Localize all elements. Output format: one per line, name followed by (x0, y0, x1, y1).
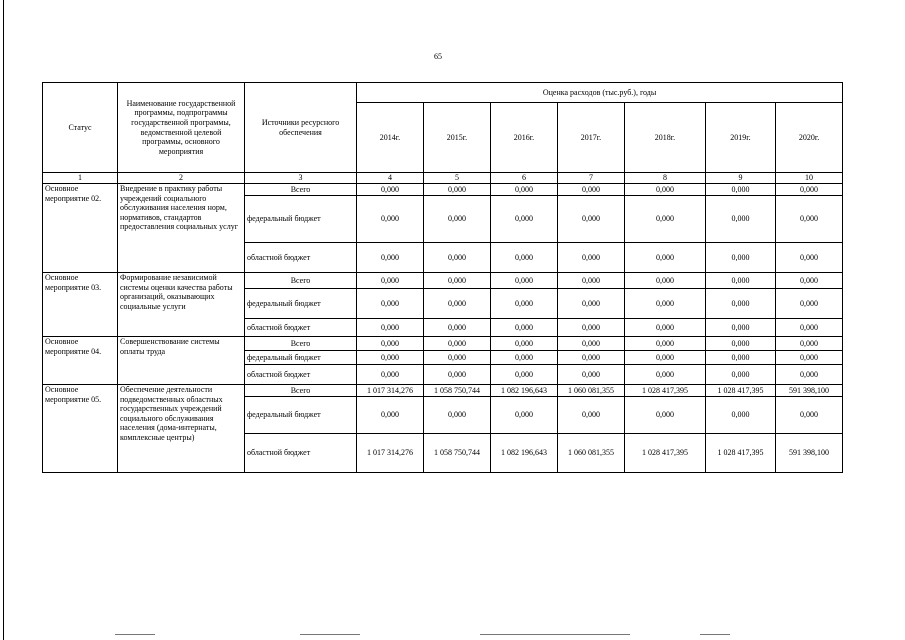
row-value: 1 028 417,395 (625, 385, 706, 397)
row-value: 0,000 (625, 273, 706, 289)
scan-artifact (700, 634, 730, 635)
column-index: 9 (706, 173, 776, 184)
row-value: 0,000 (424, 337, 491, 351)
header-estimate: Оценка расходов (тыс.руб.), годы (357, 83, 843, 103)
row-value: 0,000 (424, 397, 491, 434)
row-value: 0,000 (491, 289, 558, 319)
row-value: 1 060 081,355 (558, 385, 625, 397)
row-value: 0,000 (625, 184, 706, 196)
row-value: 0,000 (706, 351, 776, 365)
row-status: Основное мероприятие 02. (43, 184, 118, 273)
table-row (43, 273, 843, 289)
row-value: 1 028 417,395 (625, 434, 706, 473)
row-value: 0,000 (776, 243, 843, 273)
row-status: Основное мероприятие 05. (43, 385, 118, 473)
row-value: 0,000 (776, 273, 843, 289)
row-value: 0,000 (357, 289, 424, 319)
row-value: 591 398,100 (776, 434, 843, 473)
header-year: 2018г. (625, 103, 706, 173)
row-value: 1 058 750,744 (424, 434, 491, 473)
page-number: 65 (434, 52, 442, 61)
row-value: 0,000 (357, 365, 424, 385)
row-status: Основное мероприятие 03. (43, 273, 118, 337)
row-value: 0,000 (625, 337, 706, 351)
row-value: 0,000 (706, 273, 776, 289)
row-value: 0,000 (491, 351, 558, 365)
row-value: 0,000 (491, 365, 558, 385)
row-value: 0,000 (491, 243, 558, 273)
header-year: 2017г. (558, 103, 625, 173)
row-value: 0,000 (357, 351, 424, 365)
row-value: 0,000 (625, 319, 706, 337)
row-value: 0,000 (776, 365, 843, 385)
row-value: 0,000 (424, 243, 491, 273)
column-index: 7 (558, 173, 625, 184)
row-value: 0,000 (424, 273, 491, 289)
row-value: 0,000 (357, 337, 424, 351)
header-sources: Источники ресурсного обеспечения (245, 83, 357, 173)
row-source: федеральный бюджет (245, 351, 357, 365)
row-value: 0,000 (706, 365, 776, 385)
column-index: 6 (491, 173, 558, 184)
row-value: 0,000 (491, 196, 558, 243)
row-value: 0,000 (625, 397, 706, 434)
left-page-edge (3, 0, 4, 640)
row-value: 0,000 (491, 337, 558, 351)
row-value: 0,000 (424, 196, 491, 243)
row-value: 1 017 314,276 (357, 434, 424, 473)
scan-artifact (300, 634, 360, 635)
row-source: федеральный бюджет (245, 196, 357, 243)
row-value: 0,000 (776, 397, 843, 434)
row-value: 0,000 (776, 196, 843, 243)
row-value: 1 017 314,276 (357, 385, 424, 397)
row-value: 1 028 417,395 (706, 434, 776, 473)
scan-artifact (115, 634, 155, 635)
table-row (43, 385, 843, 397)
column-index: 8 (625, 173, 706, 184)
row-value: 0,000 (558, 337, 625, 351)
row-value: 0,000 (625, 351, 706, 365)
row-value: 0,000 (625, 289, 706, 319)
row-status: Основное мероприятие 04. (43, 337, 118, 385)
row-name: Совершенствование системы оплаты труда (118, 337, 245, 385)
row-value: 0,000 (706, 184, 776, 196)
row-value: 0,000 (776, 289, 843, 319)
row-source: Всего (245, 385, 357, 397)
row-value: 0,000 (625, 196, 706, 243)
row-value: 0,000 (424, 184, 491, 196)
row-source: областной бюджет (245, 243, 357, 273)
row-value: 0,000 (625, 365, 706, 385)
row-value: 0,000 (706, 319, 776, 337)
header-year: 2014г. (357, 103, 424, 173)
row-value: 0,000 (357, 397, 424, 434)
scan-artifact (480, 634, 630, 635)
row-source: Всего (245, 337, 357, 351)
row-value: 0,000 (491, 184, 558, 196)
expenditure-table (42, 82, 843, 473)
row-value: 1 082 196,643 (491, 385, 558, 397)
row-source: областной бюджет (245, 319, 357, 337)
row-value: 0,000 (776, 337, 843, 351)
row-value: 0,000 (558, 289, 625, 319)
row-value: 0,000 (776, 351, 843, 365)
row-value: 0,000 (491, 273, 558, 289)
row-value: 0,000 (357, 319, 424, 337)
row-source: областной бюджет (245, 434, 357, 473)
row-value: 0,000 (706, 196, 776, 243)
row-value: 0,000 (424, 351, 491, 365)
row-value: 0,000 (558, 184, 625, 196)
row-value: 1 060 081,355 (558, 434, 625, 473)
row-source: федеральный бюджет (245, 289, 357, 319)
row-value: 0,000 (357, 196, 424, 243)
row-name: Формирование независимой системы оценки качества работы организаций, оказывающих социальные услуги (118, 273, 245, 337)
header-status: Статус (43, 83, 118, 173)
row-source: Всего (245, 273, 357, 289)
row-value: 0,000 (357, 273, 424, 289)
row-value: 0,000 (424, 319, 491, 337)
row-value: 1 028 417,395 (706, 385, 776, 397)
row-value: 0,000 (558, 365, 625, 385)
row-value: 0,000 (625, 243, 706, 273)
row-value: 0,000 (424, 365, 491, 385)
row-value: 0,000 (706, 289, 776, 319)
row-value: 0,000 (357, 184, 424, 196)
row-value: 0,000 (491, 397, 558, 434)
table-row (43, 337, 843, 351)
row-value: 0,000 (706, 243, 776, 273)
header-year: 2019г. (706, 103, 776, 173)
row-value: 0,000 (706, 337, 776, 351)
table-body (43, 184, 843, 473)
row-value: 0,000 (776, 184, 843, 196)
column-index: 10 (776, 173, 843, 184)
column-index: 1 (43, 173, 118, 184)
row-value: 0,000 (424, 289, 491, 319)
column-index: 5 (424, 173, 491, 184)
row-value: 0,000 (776, 319, 843, 337)
header-name: Наименование государственной программы, подпрограммы государственной программы, ведомственной целевой программы, основного мероприятия (118, 83, 245, 173)
row-source: федеральный бюджет (245, 397, 357, 434)
table-row (43, 184, 843, 196)
row-value: 1 058 750,744 (424, 385, 491, 397)
column-index: 3 (245, 173, 357, 184)
row-value: 0,000 (357, 243, 424, 273)
column-index-row (43, 173, 843, 184)
row-value: 0,000 (558, 351, 625, 365)
row-value: 0,000 (558, 273, 625, 289)
header-year: 2020г. (776, 103, 843, 173)
row-value: 0,000 (558, 196, 625, 243)
row-value: 0,000 (558, 319, 625, 337)
row-value: 0,000 (558, 243, 625, 273)
row-value: 0,000 (706, 397, 776, 434)
row-value: 1 082 196,643 (491, 434, 558, 473)
row-name: Обеспечение деятельности подведомственных областных государственных учреждений социального обслуживания населения (дома-интернаты, комплексные центры) (118, 385, 245, 473)
row-value: 0,000 (491, 319, 558, 337)
row-value: 0,000 (558, 397, 625, 434)
header-year: 2015г. (424, 103, 491, 173)
row-name: Внедрение в практику работы учреждений социального обслуживания населения норм, нормативов, стандартов предоставления социальных услуг (118, 184, 245, 273)
column-index: 4 (357, 173, 424, 184)
row-source: Всего (245, 184, 357, 196)
column-index: 2 (118, 173, 245, 184)
row-value: 591 398,100 (776, 385, 843, 397)
header-year: 2016г. (491, 103, 558, 173)
row-source: областной бюджет (245, 365, 357, 385)
